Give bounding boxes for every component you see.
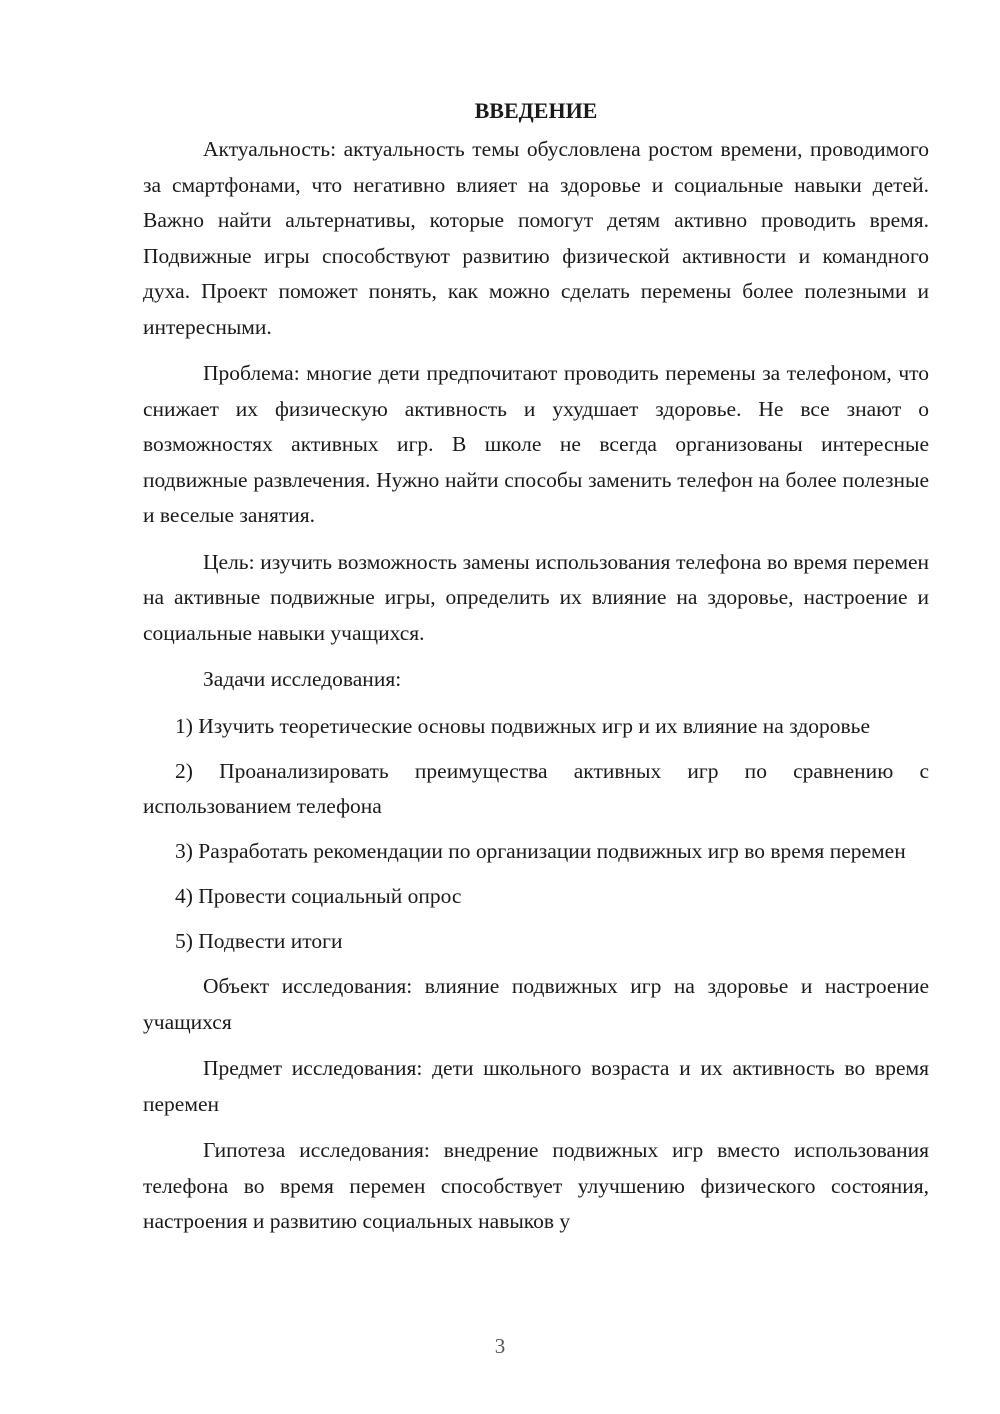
- paragraph-subject: Предмет исследования: дети школьного возраста и их активность во время перемен: [143, 1056, 929, 1116]
- page-content: [143, 96, 929, 1251]
- page-number: 3: [494, 1334, 506, 1358]
- task-item-4: 4) Провести социальный опрос: [175, 884, 462, 908]
- task-item-5: 5) Подвести итоги: [175, 929, 343, 953]
- task-item-2: 2) Проанализировать преимущества активных игр по сравнению с использованием телефона: [143, 758, 929, 818]
- paragraph-hypothesis: Гипотеза исследования: внедрение подвижных игр вместо использования телефона во время перемен способствует улучшению физического состояния, настроения и развитию социальных навыков у: [143, 1138, 929, 1233]
- paragraph-goal: Цель: изучить возможность замены использования телефона во время перемен на активные подвижные игры, определить их влияние на здоровье, настроение и социальные навыки учащихся.: [143, 549, 929, 645]
- task-item-1: 1) Изучить теоретические основы подвижных игр и их влияние на здоровье: [175, 713, 871, 738]
- paragraph-object: Объект исследования: влияние подвижных игр на здоровье и настроение учащихся: [143, 974, 929, 1034]
- paragraph-relevance: Актуальность: актуальность темы обусловлена ростом времени, проводимого за смартфонами, что негативно влияет на здоровье и социальные навыки детей. Важно найти альтернативы, которые помогут детям активно проводить время. Подвижные игры способствуют развитию физической активности и командного духа. Проект поможет понять, как можно сделать перемены более полезными и интересными.: [143, 137, 929, 339]
- paragraph-problem: Проблема: многие дети предпочитают проводить перемены за телефоном, что снижает их физическую активность и ухудшает здоровье. Не все знают о возможностях активных игр. В школе не всегда организованы интересные подвижные развлечения. Нужно найти способы заменить телефон на более полезные и веселые занятия.: [143, 361, 929, 527]
- tasks-heading: Задачи исследования:: [203, 667, 402, 691]
- section-title: ВВЕДЕНИЕ: [474, 98, 598, 123]
- task-item-3: 3) Разработать рекомендации по организации подвижных игр во время перемен: [175, 839, 906, 863]
